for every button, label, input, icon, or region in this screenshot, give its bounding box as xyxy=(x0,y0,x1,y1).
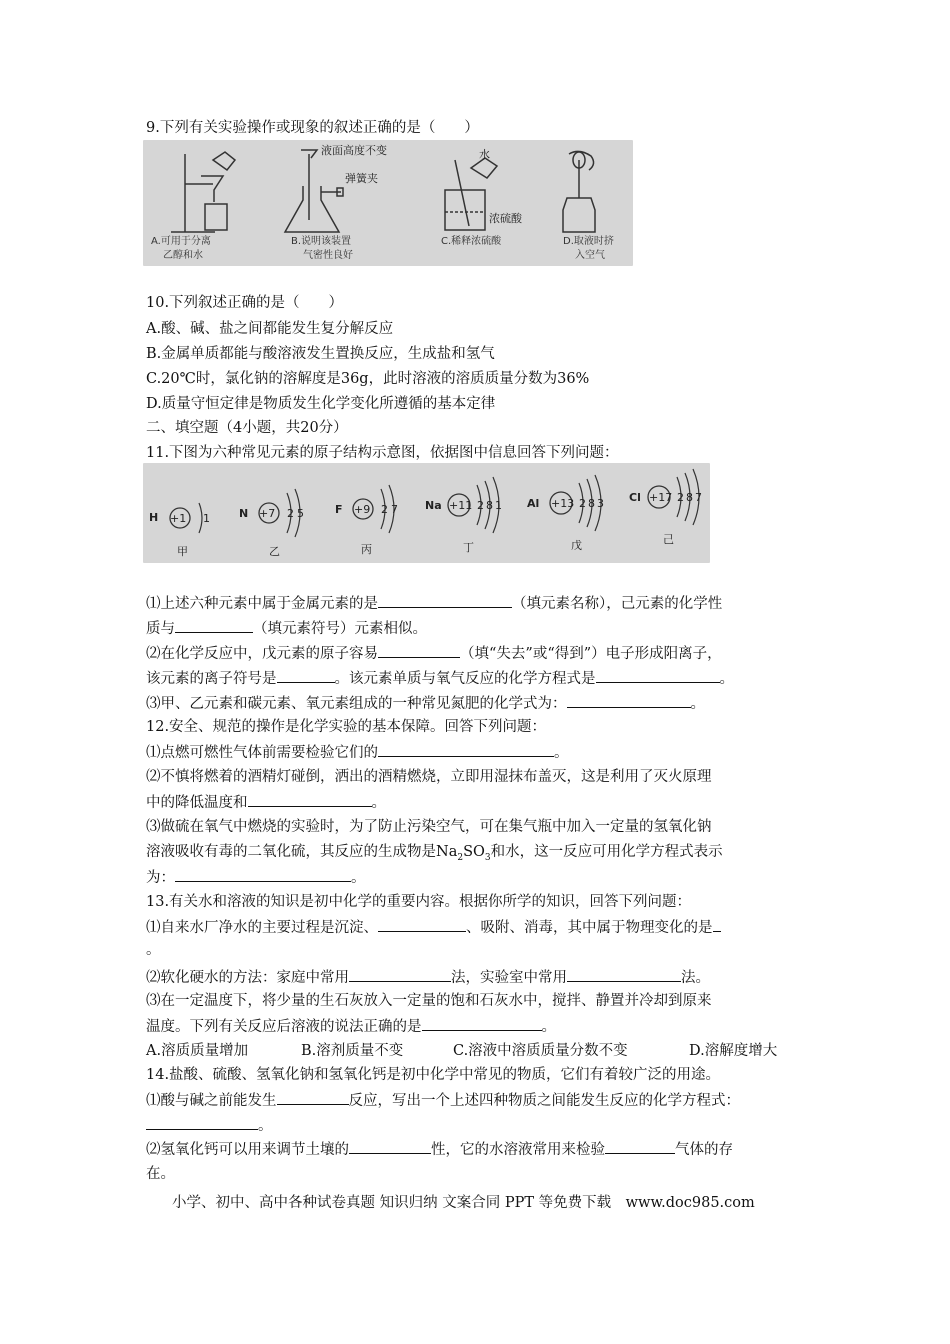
atom-n-label: 乙 xyxy=(269,545,280,558)
answer-blank[interactable] xyxy=(146,1115,258,1130)
text: 。 xyxy=(719,671,734,687)
atom-f xyxy=(335,485,398,556)
text: 。 xyxy=(690,696,705,712)
q9-option-a-line2: 乙醇和水 xyxy=(163,250,203,261)
text: 。 xyxy=(371,795,386,811)
atom-n-shell-1: 2 xyxy=(287,507,294,520)
q11-part1-line2 xyxy=(146,618,427,639)
atom-cl-shell-1: 2 xyxy=(677,491,684,504)
label-spring-clip: 弹簧夹 xyxy=(345,172,378,185)
text: ⑴自来水厂净水的主要过程是沉淀、 xyxy=(146,920,378,936)
text: ⑶甲、乙元素和碳元素、氧元素组成的一种常见氮肥的化学式为： xyxy=(146,696,567,712)
answer-blank[interactable] xyxy=(605,1139,675,1154)
answer-blank[interactable] xyxy=(378,643,460,658)
answer-blank[interactable] xyxy=(277,1090,349,1105)
q10-option-d: D.质量守恒定律是物质发生化学变化所遵循的基本定律 xyxy=(146,396,496,412)
answer-blank[interactable] xyxy=(713,917,721,932)
formula: Na xyxy=(436,844,458,860)
q13-option-c: C.溶液中溶质质量分数不变 xyxy=(453,1043,628,1059)
text: ⑴上述六种元素中属于金属元素的是 xyxy=(146,596,378,612)
text: 为： xyxy=(146,870,175,886)
q12-part2-line1: ⑵不慎将燃着的酒精灯碰倒，洒出的酒精燃烧，立即用湿抹布盖灭，这是利用了灭火原理 xyxy=(146,769,712,785)
q13-option-b: B.溶剂质量不变 xyxy=(301,1043,404,1059)
page-footer: 小学、初中、高中各种试卷真题 知识归纳 文案合同 PPT 等免费下载 www.doc985.com xyxy=(172,1195,755,1211)
text: 中的降低温度和 xyxy=(146,795,248,811)
text: （填“失去”或“得到”）电子形成阳离子， xyxy=(460,646,722,662)
answer-blank[interactable] xyxy=(277,668,335,683)
atom-n-shell-2: 5 xyxy=(297,507,304,520)
text: 温度。下列有关反应后溶液的说法正确的是 xyxy=(146,1019,422,1035)
q12-part1 xyxy=(146,742,569,763)
q10-option-a: A.酸、碱、盐之间都能发生复分解反应 xyxy=(146,321,394,337)
q11-part2-line1 xyxy=(146,643,722,664)
label-liquid-level: 液面高度不变 xyxy=(321,144,387,157)
atom-n xyxy=(239,489,304,558)
atom-al-shell-2: 8 xyxy=(588,497,595,510)
q11-part1-line1 xyxy=(146,593,722,614)
q13-stem: 13.有关水和溶液的知识是初中化学的重要内容。根据你所学的知识，回答下列问题： xyxy=(146,894,692,910)
atom-na-label: 丁 xyxy=(463,541,474,554)
atom-f-symbol: F xyxy=(335,503,343,516)
atom-h-label: 甲 xyxy=(177,545,188,558)
atom-al-label: 戊 xyxy=(571,539,582,552)
text: ⑵在化学反应中，戊元素的原子容易 xyxy=(146,646,378,662)
answer-blank[interactable] xyxy=(567,967,681,982)
answer-blank[interactable] xyxy=(596,668,720,683)
q14-part1-line1 xyxy=(146,1090,740,1111)
text: ⑴点燃可燃性气体前需要检验它们的 xyxy=(146,745,378,761)
q9-apparatus-drawing xyxy=(143,140,633,266)
q13-part1-line2: 。 xyxy=(146,942,161,958)
q9-option-d-line1: D.取液时挤 xyxy=(563,236,614,247)
text: 和水，这一反应可用化学方程式表示 xyxy=(490,844,723,860)
atom-n-symbol: N xyxy=(239,507,249,520)
q12-part3-line1: ⑶做硫在氧气中燃烧的实验时，为了防止污染空气，可在集气瓶中加入一定量的氢氧化钠 xyxy=(146,819,712,835)
atom-al-shell-1: 2 xyxy=(579,497,586,510)
text: 、吸附、消毒，其中属于物理变化的是 xyxy=(466,920,713,936)
q13-part1-line1 xyxy=(146,917,721,938)
text: （填元素名称），己元素的化学性 xyxy=(512,596,723,612)
text: ⑵氢氧化钙可以用来调节土壤的 xyxy=(146,1142,349,1158)
answer-blank[interactable] xyxy=(567,693,691,708)
label-concentrated-acid: 浓硫酸 xyxy=(489,212,522,225)
atom-na-shell-3: 1 xyxy=(495,499,502,512)
text: 性，它的水溶液常用来检验 xyxy=(431,1142,605,1158)
q12-stem: 12.安全、规范的操作是化学实验的基本保障。回答下列问题： xyxy=(146,719,547,735)
text: 。 xyxy=(258,1118,273,1134)
apparatus-d xyxy=(563,151,595,232)
q10-option-c: C.20℃时，氯化钠的溶解度是36g，此时溶液的溶质质量分数为36% xyxy=(146,371,590,387)
q12-part3-line2 xyxy=(146,842,723,868)
q9-option-b-line2: 气密性良好 xyxy=(303,250,353,261)
answer-blank[interactable] xyxy=(248,792,372,807)
atom-na-shell-1: 2 xyxy=(477,499,484,512)
answer-blank[interactable] xyxy=(422,1016,542,1031)
atom-h-shell-1: 1 xyxy=(203,512,210,525)
apparatus-a xyxy=(171,152,235,232)
atom-cl-shell-3: 7 xyxy=(695,491,702,504)
atom-diagrams xyxy=(143,463,710,563)
atom-cl-label: 己 xyxy=(663,533,674,546)
atom-na-nucleus: +11 xyxy=(449,499,473,512)
q10-stem: 10.下列叙述正确的是（ ） xyxy=(146,295,344,311)
q12-part2-line2 xyxy=(146,792,386,813)
atom-na xyxy=(425,477,502,554)
q14-part1-line2 xyxy=(146,1115,273,1136)
text: 法。 xyxy=(681,970,710,986)
text: 反应，写出一个上述四种物质之间能发生反应的化学方程式： xyxy=(348,1093,740,1109)
q9-option-c-line1: C.稀释浓硫酸 xyxy=(441,236,502,247)
atom-h xyxy=(149,503,210,558)
q14-part2-line1 xyxy=(146,1139,733,1160)
atom-cl-symbol: Cl xyxy=(629,491,641,504)
section-2-heading: 二、填空题（4小题，共20分） xyxy=(146,420,348,436)
q9-option-a-line1: A.可用于分离 xyxy=(151,236,211,247)
answer-blank[interactable] xyxy=(175,867,351,882)
q12-part3-line3 xyxy=(146,867,366,888)
q13-part3-line1: ⑶在一定温度下，将少量的生石灰放入一定量的饱和石灰水中，搅拌、静置并冷却到原来 xyxy=(146,993,712,1009)
q13-option-a: A.溶质质量增加 xyxy=(146,1043,249,1059)
text: 。该元素单质与氧气反应的化学方程式是 xyxy=(334,671,596,687)
q9-option-b-line1: B.说明该装置 xyxy=(291,236,352,247)
formula: SO xyxy=(463,844,485,860)
atom-f-shell-2: 7 xyxy=(391,503,398,516)
text: 法，实验室中常用 xyxy=(451,970,567,986)
q9-option-d-line2: 入空气 xyxy=(575,250,605,261)
atom-al-nucleus: +13 xyxy=(551,497,575,510)
atom-na-symbol: Na xyxy=(425,499,442,512)
answer-blank[interactable] xyxy=(378,593,512,608)
atom-cl xyxy=(629,469,702,546)
formula-subscript: 2 xyxy=(457,852,464,863)
text: 质与 xyxy=(146,621,175,637)
answer-blank[interactable] xyxy=(175,618,253,633)
q14-stem: 14.盐酸、硫酸、氢氧化钠和氢氧化钙是初中化学中常见的物质，它们有着较广泛的用途。 xyxy=(146,1067,721,1083)
q9-experiment-figure xyxy=(143,140,633,266)
text: 。 xyxy=(554,745,569,761)
atom-al-symbol: Al xyxy=(527,497,540,510)
text: 。 xyxy=(541,1019,556,1035)
q13-options xyxy=(146,1041,777,1061)
text: 溶液吸收有毒的二氧化硫，其反应的生成物是 xyxy=(146,844,436,860)
q11-part2-line2 xyxy=(146,668,734,689)
text: 。 xyxy=(351,870,366,886)
atom-al xyxy=(527,475,604,552)
atom-h-symbol: H xyxy=(149,511,159,524)
q11-stem: 11.下图为六种常见元素的原子结构示意图，依据图中信息回答下列问题： xyxy=(146,445,619,461)
answer-blank[interactable] xyxy=(378,917,466,932)
label-water: 水 xyxy=(479,148,490,161)
q9-stem: 9.下列有关实验操作或现象的叙述正确的是（ ） xyxy=(146,120,479,136)
text: ⑴酸与碱之前能发生 xyxy=(146,1093,277,1109)
atom-al-shell-3: 3 xyxy=(597,497,604,510)
text: （填元素符号）元素相似。 xyxy=(253,621,427,637)
text: 气体的存 xyxy=(675,1142,733,1158)
answer-blank[interactable] xyxy=(349,967,451,982)
atom-f-nucleus: +9 xyxy=(354,503,371,516)
atom-na-shell-2: 8 xyxy=(486,499,493,512)
answer-blank[interactable] xyxy=(378,742,554,757)
atom-cl-nucleus: +17 xyxy=(649,491,673,504)
formula-subscript: 3 xyxy=(484,852,491,863)
atom-h-nucleus: +1 xyxy=(170,512,187,525)
text: ⑵软化硬水的方法：家庭中常用 xyxy=(146,970,349,986)
q11-atom-structure-figure xyxy=(143,463,710,563)
q13-part2 xyxy=(146,967,710,988)
atom-cl-shell-2: 8 xyxy=(686,491,693,504)
q11-part3 xyxy=(146,693,705,714)
text: 该元素的离子符号是 xyxy=(146,671,277,687)
atom-n-nucleus: +7 xyxy=(259,507,276,520)
atom-f-label: 丙 xyxy=(361,543,372,556)
apparatus-b xyxy=(285,150,343,232)
q10-option-b: B.金属单质都能与酸溶液发生置换反应，生成盐和氢气 xyxy=(146,346,495,362)
atom-f-shell-1: 2 xyxy=(381,503,388,516)
q14-part2-line2: 在。 xyxy=(146,1166,175,1182)
q13-part3-line2 xyxy=(146,1016,556,1037)
q13-option-d: D.溶解度增大 xyxy=(689,1043,778,1059)
answer-blank[interactable] xyxy=(349,1139,431,1154)
